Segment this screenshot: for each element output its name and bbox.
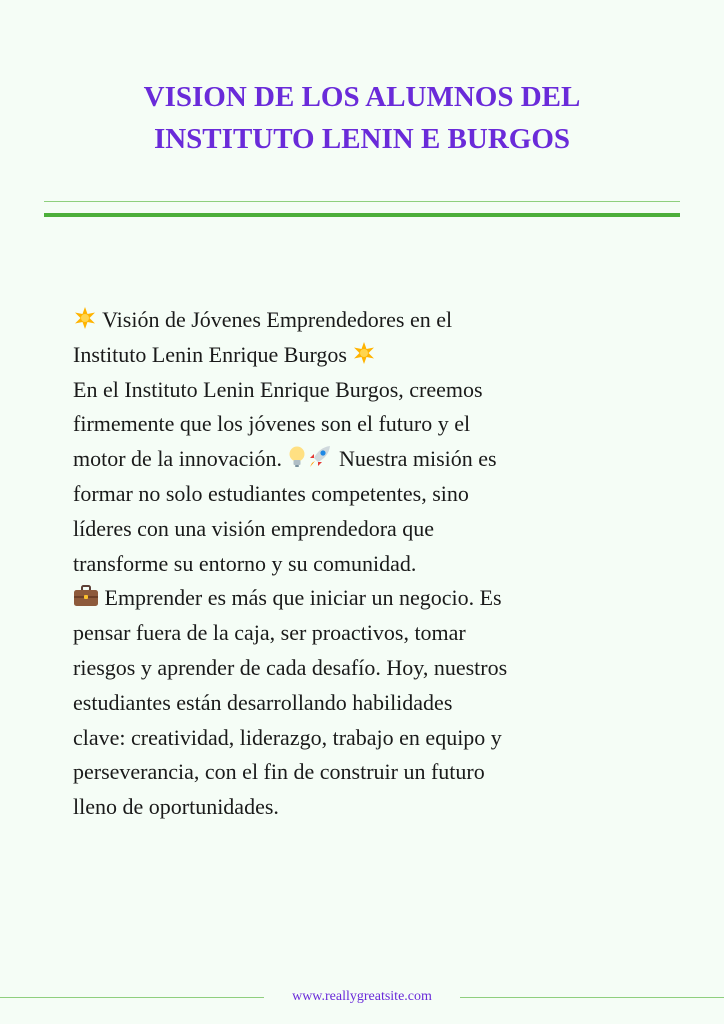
- rocket-icon: [307, 445, 333, 480]
- title-line-2: INSTITUTO LENIN E BURGOS: [153, 123, 571, 155]
- text-line: motor de la innovación. Nuestra misión es: [73, 442, 653, 477]
- footer: [0, 988, 724, 1008]
- star-icon: [73, 306, 97, 341]
- text-line: Instituto Lenin Enrique Burgos: [73, 338, 653, 373]
- website-link[interactable]: www.reallygreatsite.com: [292, 989, 432, 1004]
- text-line: Emprender es más que iniciar un negocio. Es: [73, 581, 653, 616]
- text-line: pensar fuera de la caja, ser proactivos, tomar: [73, 620, 466, 646]
- text-line: riesgos y aprender de cada desafío. Hoy, nuestros: [73, 654, 508, 680]
- text-line: líderes con una visión emprendedora que: [73, 515, 435, 541]
- footer-divider-right: [460, 997, 724, 998]
- text-line: En el Instituto Lenin Enrique Burgos, creemos: [73, 376, 483, 402]
- star-icon: [352, 341, 376, 376]
- divider-thick: [44, 213, 680, 217]
- text-line: formar no solo estudiantes competentes, sino: [73, 480, 469, 506]
- text-line: lleno de oportunidades.: [73, 794, 279, 820]
- page-title: [0, 76, 724, 160]
- footer-divider-left: [0, 997, 264, 998]
- text-line: clave: creatividad, liderazgo, trabajo en equipo y: [73, 724, 502, 750]
- title-line-1: VISION DE LOS ALUMNOS DEL: [143, 81, 581, 113]
- text-line: transforme su entorno y su comunidad.: [73, 550, 417, 576]
- text-line: firmemente que los jóvenes son el futuro y el: [73, 411, 471, 437]
- text-line: perseverancia, con el fin de construir un futuro: [73, 759, 485, 785]
- lightbulb-icon: [287, 445, 307, 480]
- text-line: Visión de Jóvenes Emprendedores en el: [73, 303, 653, 338]
- divider-thin: [44, 201, 680, 202]
- body-text: [73, 303, 653, 825]
- text-line: estudiantes están desarrollando habilidades: [73, 689, 453, 715]
- briefcase-icon: [73, 584, 99, 619]
